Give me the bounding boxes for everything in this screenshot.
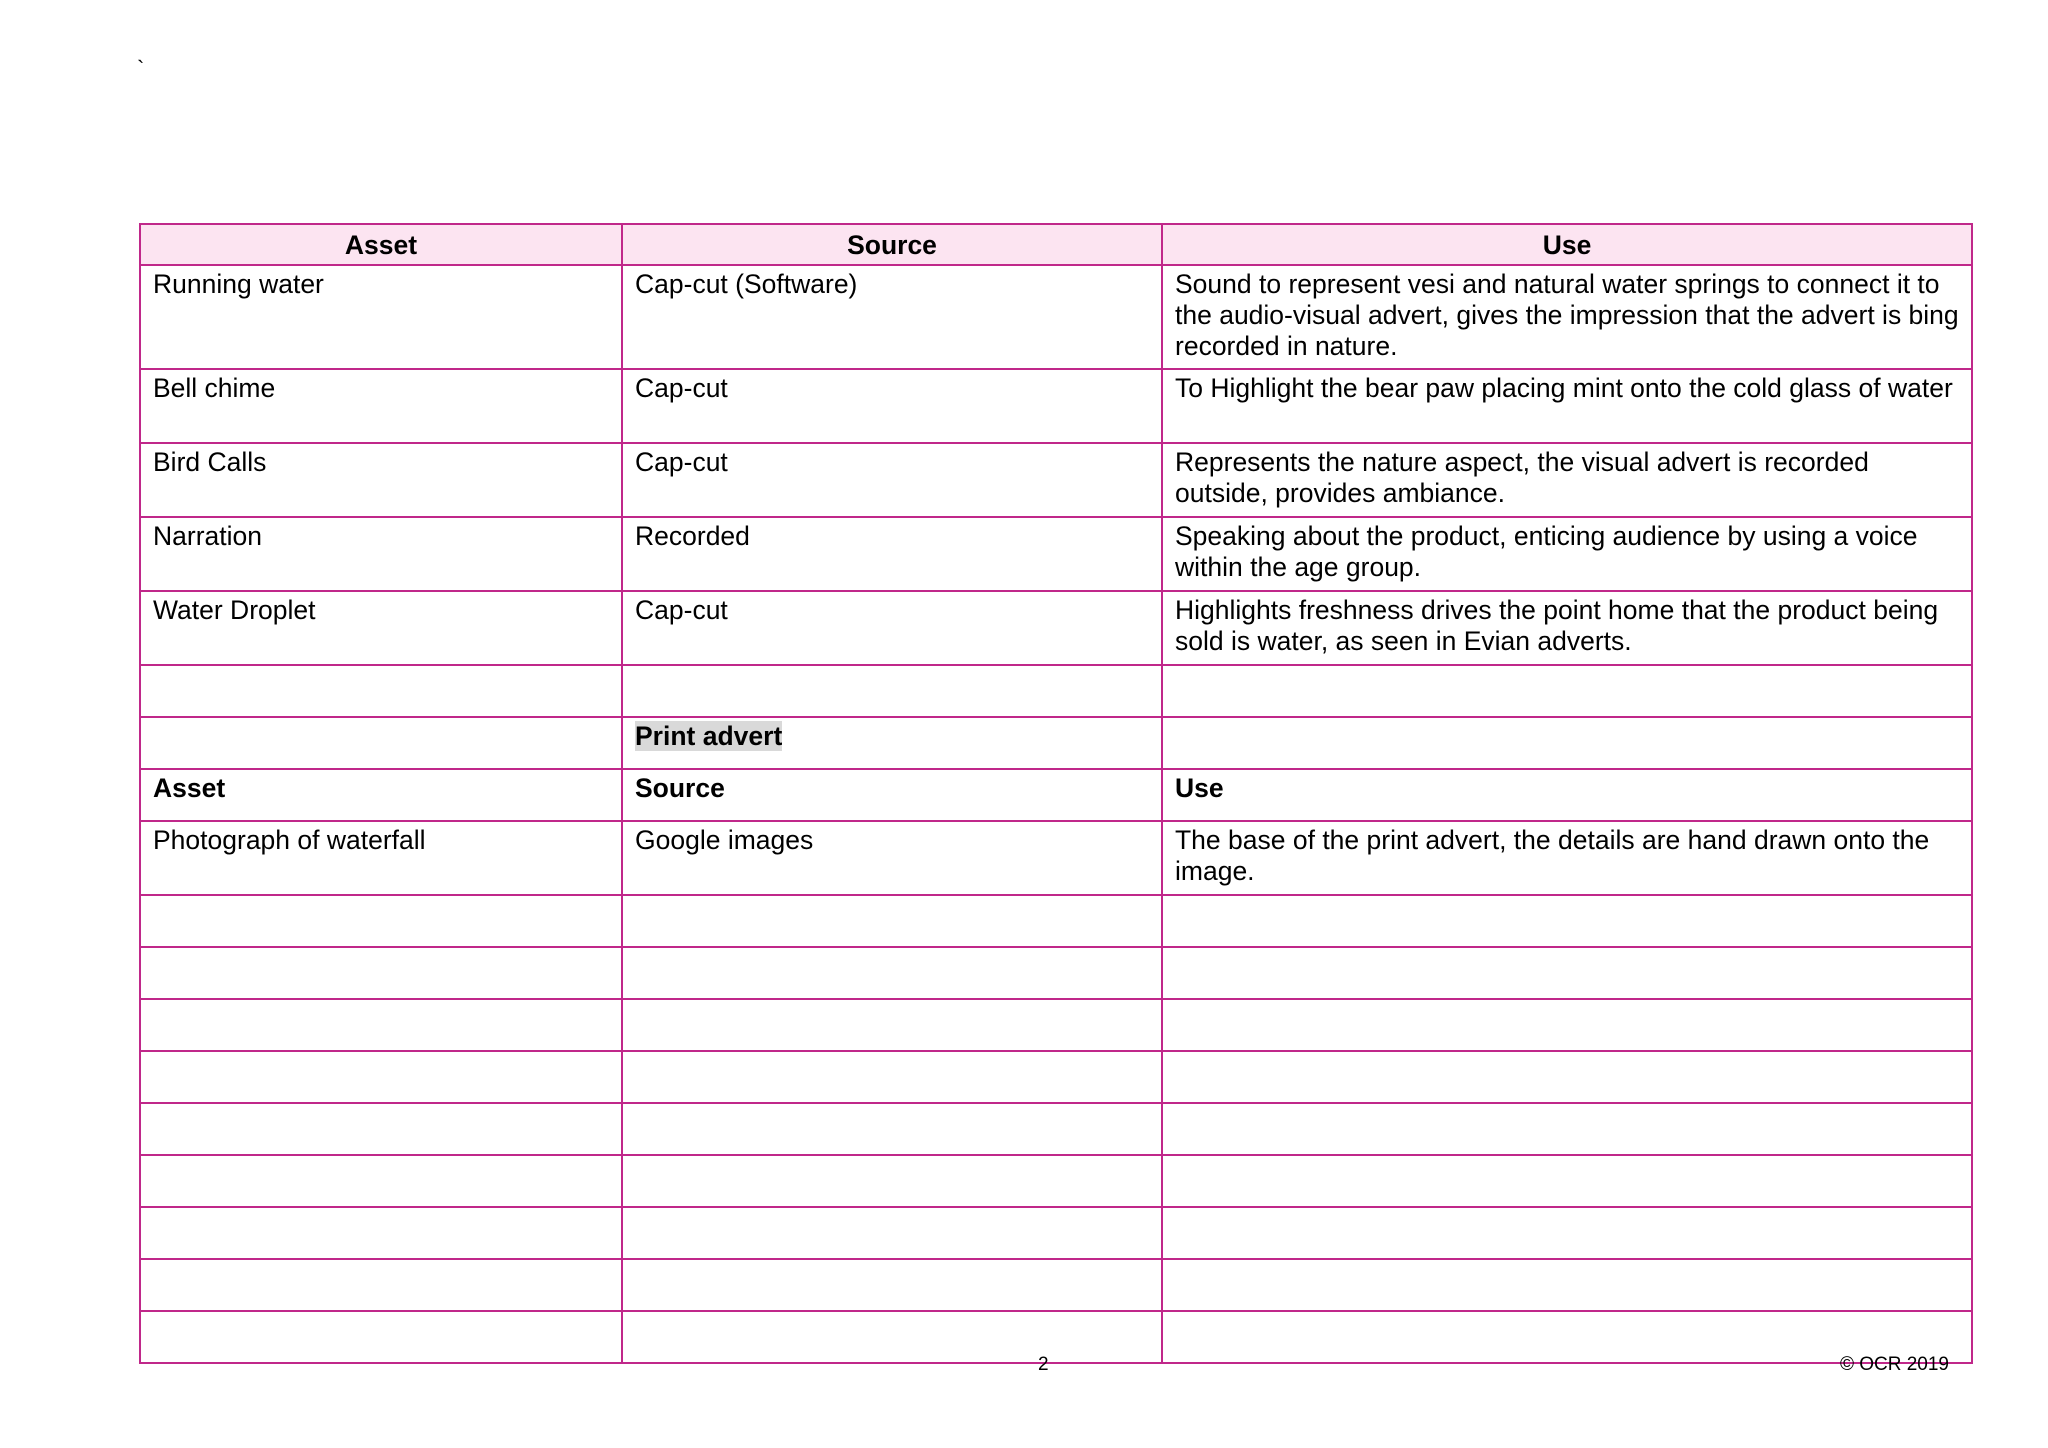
asset-cell: Narration (140, 517, 622, 591)
empty-row (140, 1155, 1972, 1207)
source-cell: Google images (622, 821, 1162, 895)
assets-table (139, 223, 1973, 1364)
sub-header-row (140, 769, 1972, 821)
use-cell: Speaking about the product, enticing audience by using a voice within the age group. (1162, 517, 1972, 591)
source-cell: Cap-cut (622, 443, 1162, 517)
source-cell: Recorded (622, 517, 1162, 591)
empty-row (140, 1259, 1972, 1311)
empty-row (140, 999, 1972, 1051)
table-row (140, 443, 1972, 517)
sub-header-use: Use (1162, 769, 1972, 821)
use-cell: Sound to represent vesi and natural water springs to connect it to the audio-visual advert, gives the impression that the advert is bing recorded in nature. (1162, 265, 1972, 369)
table-row (140, 591, 1972, 665)
empty-row (140, 947, 1972, 999)
asset-cell: Photograph of waterfall (140, 821, 622, 895)
sub-header-asset: Asset (140, 769, 622, 821)
section-title-row (140, 717, 1972, 769)
use-cell: To Highlight the bear paw placing mint onto the cold glass of water (1162, 369, 1972, 443)
header-source: Source (622, 224, 1162, 265)
asset-cell: Running water (140, 265, 622, 369)
copyright-notice: © OCR 2019 (1839, 1354, 1949, 1375)
section-title: Print advert (635, 721, 783, 751)
page-number: 2 (1038, 1354, 1049, 1375)
header-use: Use (1162, 224, 1972, 265)
use-cell: Represents the nature aspect, the visual advert is recorded outside, provides ambiance. (1162, 443, 1972, 517)
use-cell: The base of the print advert, the details are hand drawn onto the image. (1162, 821, 1972, 895)
empty-row (140, 1051, 1972, 1103)
use-cell: Highlights freshness drives the point home that the product being sold is water, as seen in Evian adverts. (1162, 591, 1972, 665)
sub-header-source: Source (622, 769, 1162, 821)
page-mark: ` (137, 56, 145, 81)
source-cell: Cap-cut (622, 369, 1162, 443)
asset-cell: Bird Calls (140, 443, 622, 517)
table-row (140, 265, 1972, 369)
empty-row (140, 1311, 1972, 1363)
empty-row (140, 665, 1972, 717)
table-row (140, 821, 1972, 895)
empty-row (140, 1103, 1972, 1155)
asset-cell: Water Droplet (140, 591, 622, 665)
table-row (140, 517, 1972, 591)
empty-row (140, 895, 1972, 947)
empty-row (140, 1207, 1972, 1259)
header-asset: Asset (140, 224, 622, 265)
source-cell: Cap-cut (622, 591, 1162, 665)
table-header-row (140, 224, 1972, 265)
asset-cell: Bell chime (140, 369, 622, 443)
source-cell: Cap-cut (Software) (622, 265, 1162, 369)
table-row (140, 369, 1972, 443)
